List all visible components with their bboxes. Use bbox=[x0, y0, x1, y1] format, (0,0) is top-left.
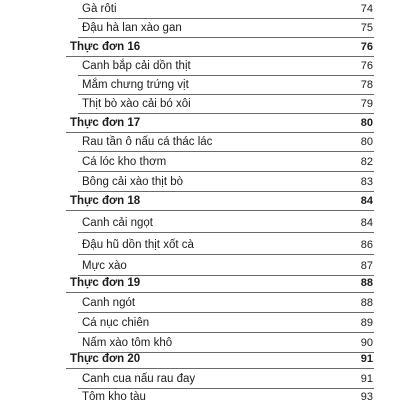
section-title: Thực đơn 17 bbox=[70, 117, 141, 129]
entry-title: Đậu hà lan xào gan bbox=[82, 22, 182, 34]
section-page-number: 76 bbox=[360, 41, 373, 53]
section-page-number: 80 bbox=[360, 117, 373, 129]
toc-entry bbox=[78, 153, 374, 172]
section-page-number: 91 bbox=[360, 353, 373, 365]
section-title: Thực đơn 19 bbox=[70, 277, 141, 289]
toc-entry bbox=[78, 19, 374, 38]
entry-page-number: 76 bbox=[360, 60, 373, 72]
toc-entry bbox=[78, 57, 374, 76]
entry-page-number: 74 bbox=[360, 3, 373, 15]
toc-entry bbox=[78, 173, 374, 192]
entry-title: Canh ngót bbox=[82, 297, 136, 309]
entry-title: Đậu hũ dồn thịt xốt cà bbox=[82, 239, 194, 251]
entry-page-number: 89 bbox=[360, 317, 373, 329]
entry-page-number: 88 bbox=[360, 297, 373, 309]
toc-entry bbox=[78, 214, 374, 233]
entry-page-number: 83 bbox=[360, 176, 373, 188]
entry-title: Rau tần ô nấu cá thác lác bbox=[82, 136, 213, 148]
entry-page-number: 93 bbox=[360, 391, 373, 400]
toc-entry bbox=[78, 133, 374, 152]
toc-entry bbox=[78, 294, 374, 313]
entry-page-number: 82 bbox=[360, 156, 373, 168]
entry-page-number: 90 bbox=[360, 337, 373, 349]
section-title: Thực đơn 18 bbox=[70, 195, 141, 207]
entry-title: Bông cải xào thịt bò bbox=[82, 176, 184, 188]
entry-page-number: 87 bbox=[360, 260, 373, 272]
entry-title: Gà rôti bbox=[82, 3, 117, 15]
entry-page-number: 79 bbox=[360, 98, 373, 110]
section-page-number: 84 bbox=[360, 195, 373, 207]
toc-entry bbox=[78, 76, 374, 95]
entry-page-number: 80 bbox=[360, 136, 373, 148]
entry-page-number: 78 bbox=[360, 79, 373, 91]
entry-title: Mắm chưng trứng vịt bbox=[82, 79, 189, 91]
entry-page-number: 91 bbox=[360, 373, 373, 385]
toc-section-heading bbox=[66, 274, 374, 293]
entry-title: Cá nục chiên bbox=[82, 317, 150, 329]
toc-entry bbox=[78, 236, 374, 255]
entry-title: Mực xào bbox=[82, 260, 127, 272]
toc-entry bbox=[78, 388, 374, 400]
entry-title: Canh bắp cải dồn thịt bbox=[82, 60, 191, 72]
toc-entry bbox=[78, 314, 374, 333]
entry-title: Canh cua nấu rau đay bbox=[82, 373, 196, 385]
entry-title: Nấm xào tôm khô bbox=[82, 337, 173, 349]
entry-title: Cá lóc kho thơm bbox=[82, 156, 167, 168]
toc-entry bbox=[78, 370, 374, 389]
toc-section-heading bbox=[66, 192, 374, 211]
entry-page-number: 75 bbox=[360, 22, 373, 34]
toc-section-heading bbox=[66, 38, 374, 57]
section-title: Thực đơn 20 bbox=[70, 353, 141, 365]
entry-title: Thịt bò xào cải bó xôi bbox=[82, 98, 191, 110]
entry-title: Tôm kho tàu bbox=[82, 391, 146, 400]
toc-section-heading bbox=[66, 350, 374, 369]
entry-title: Canh cải ngọt bbox=[82, 217, 153, 229]
toc-entry bbox=[78, 0, 374, 19]
entry-page-number: 84 bbox=[360, 217, 373, 229]
toc-section-heading bbox=[66, 114, 374, 133]
section-title: Thực đơn 16 bbox=[70, 41, 141, 53]
toc-entry bbox=[78, 95, 374, 114]
section-page-number: 88 bbox=[360, 277, 373, 289]
entry-page-number: 86 bbox=[360, 239, 373, 251]
